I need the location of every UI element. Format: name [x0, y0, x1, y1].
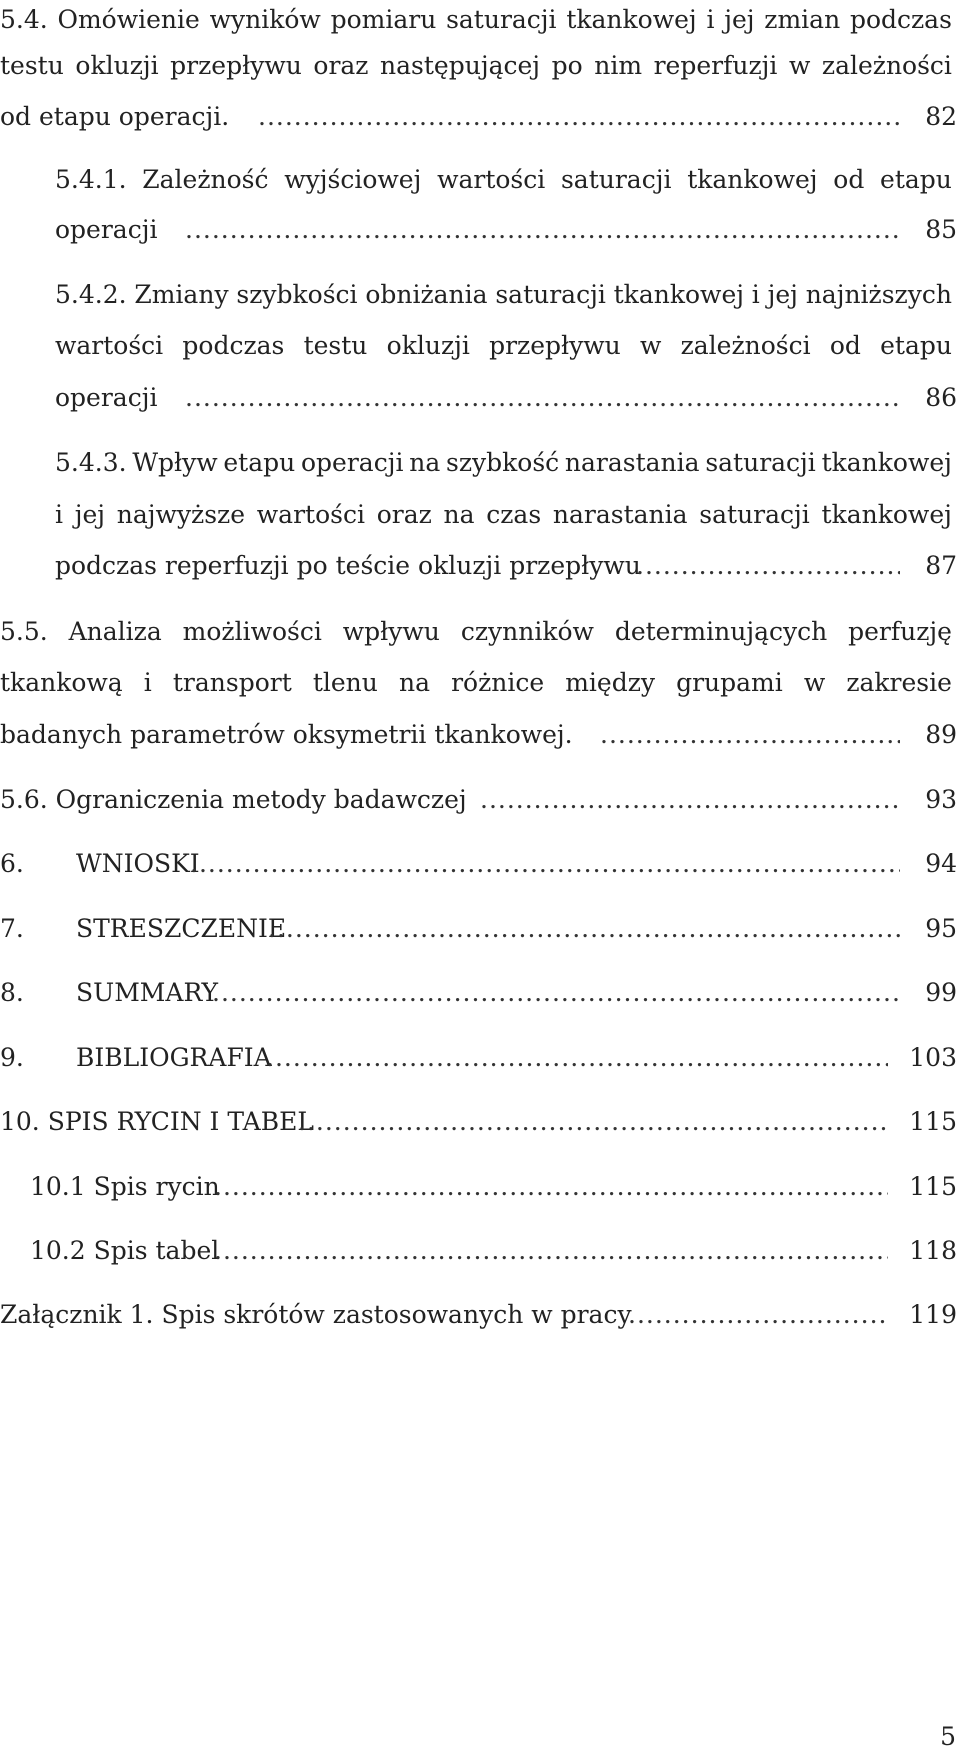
toc-word: przepływu: [489, 331, 621, 360]
toc-word: nim: [594, 51, 643, 80]
toc-entry-text: SUMMARY: [76, 978, 219, 1007]
toc-word: Wpływ: [132, 448, 218, 477]
toc-word: tkankowej: [687, 165, 818, 194]
toc-word: zależności: [821, 51, 952, 80]
toc-entry-5-6[interactable]: [0, 780, 960, 820]
toc-word: saturacji: [495, 280, 606, 309]
toc-word: możliwości: [182, 617, 322, 646]
dot-leader: [600, 715, 900, 755]
toc-entry-text: 10. SPIS RYCIN I TABEL: [0, 1107, 314, 1136]
toc-page-number: 115: [909, 1172, 957, 1201]
toc-word: i: [706, 5, 715, 34]
toc-word: w: [788, 51, 811, 80]
toc-word: zależności: [680, 331, 811, 360]
toc-page-number: 93: [925, 785, 957, 814]
toc-entry-chapter-8[interactable]: [0, 973, 960, 1013]
toc-entry-5-5-line-1: [0, 612, 952, 652]
toc-entry-text: Załącznik 1. Spis skrótów zastosowanych w pracy: [0, 1300, 632, 1329]
toc-word: 5.4.3.: [55, 448, 127, 477]
toc-word: reperfuzji: [653, 51, 778, 80]
toc-entry-5-4-2-line-1: [55, 275, 952, 315]
toc-word: oraz: [313, 51, 369, 80]
toc-word: jej: [74, 500, 106, 529]
toc-entry-5-4-line-1: [0, 0, 952, 40]
toc-word: Zmiany: [134, 280, 229, 309]
toc-word: okluzji: [386, 331, 470, 360]
toc-word: tkankowej: [821, 500, 952, 529]
toc-word: tkankowej: [566, 5, 697, 34]
toc-entry-annex-1[interactable]: [0, 1295, 960, 1335]
toc-entry-5-4-3-line-3[interactable]: [0, 546, 960, 586]
toc-word: między: [565, 668, 656, 697]
toc-word: transport: [172, 668, 292, 697]
toc-page-number: 85: [925, 215, 957, 244]
toc-entry-chapter-7[interactable]: [0, 909, 960, 949]
toc-word: etapu: [880, 331, 952, 360]
toc-word: zmian: [764, 5, 841, 34]
toc-page-number: 119: [909, 1300, 957, 1329]
toc-word: najwyższe: [116, 500, 246, 529]
toc-entry-text: STRESZCZENIE: [76, 914, 287, 943]
toc-word: okluzji: [75, 51, 159, 80]
toc-word: w: [803, 668, 826, 697]
toc-word: 5.4.1.: [55, 165, 127, 194]
toc-word: narastania: [552, 500, 688, 529]
toc-chapter-number: 6.: [0, 849, 24, 878]
toc-entry-text: 5.6. Ograniczenia metody badawczej: [0, 785, 467, 814]
toc-entry-text: badanych parametrów oksymetrii tkankowej.: [0, 720, 573, 749]
toc-entry-5-5-line-2: [0, 663, 952, 703]
toc-chapter-number: 8.: [0, 978, 24, 1007]
toc-page-number: 99: [925, 978, 957, 1007]
dot-leader: [185, 210, 900, 250]
toc-word: i: [143, 668, 152, 697]
toc-word: saturacji: [705, 448, 816, 477]
toc-word: testu: [303, 331, 368, 360]
toc-word: perfuzję: [848, 617, 952, 646]
dot-leader: [298, 1102, 888, 1142]
toc-entry-chapter-10[interactable]: [0, 1102, 960, 1142]
toc-word: 5.4.2.: [55, 280, 127, 309]
toc-page-number: 94: [925, 849, 957, 878]
toc-entry-text: podczas reperfuzji po teście okluzji przepływu: [55, 551, 641, 580]
toc-word: operacji: [301, 448, 404, 477]
toc-entry-chapter-6[interactable]: [0, 844, 960, 884]
toc-word: Omówienie: [57, 5, 200, 34]
toc-entry-5-4-line-3[interactable]: [0, 97, 960, 137]
toc-entry-5-5-line-3[interactable]: [0, 715, 960, 755]
toc-word: zakresie: [846, 668, 952, 697]
toc-page-number: 87: [925, 551, 957, 580]
toc-entry-text: 10.2 Spis tabel: [30, 1236, 220, 1265]
toc-page-number: 103: [909, 1043, 957, 1072]
toc-entry-text: od etapu operacji.: [0, 102, 230, 131]
toc-word: następującej: [380, 51, 541, 80]
toc-word: obniżania: [365, 280, 488, 309]
toc-word: testu: [0, 51, 64, 80]
toc-word: od: [829, 331, 861, 360]
toc-word: saturacji: [446, 5, 557, 34]
toc-word: podczas: [182, 331, 285, 360]
toc-page-number: 95: [925, 914, 957, 943]
toc-word: czas: [486, 500, 542, 529]
toc-entry-5-4-line-2: [0, 46, 952, 86]
toc-word: pomiaru: [330, 5, 437, 34]
toc-entry-chapter-9[interactable]: [0, 1038, 960, 1078]
toc-word: tlenu: [312, 668, 378, 697]
toc-word: grupami: [676, 668, 783, 697]
toc-word: 5.5.: [0, 617, 48, 646]
page-number: 5: [940, 1722, 956, 1751]
toc-page-number: 86: [925, 383, 957, 412]
toc-word: tkankowej: [821, 448, 952, 477]
toc-word: podczas: [849, 5, 952, 34]
dot-leader: [636, 546, 900, 586]
toc-word: na: [409, 448, 441, 477]
toc-word: 5.4.: [0, 5, 48, 34]
toc-word: wartości: [437, 165, 546, 194]
toc-word: saturacji: [560, 165, 672, 194]
toc-entry-text: operacji: [55, 215, 158, 244]
toc-word: jej: [724, 5, 755, 34]
toc-word: czynników: [460, 617, 594, 646]
toc-word: w: [639, 331, 662, 360]
toc-word: jej: [767, 280, 798, 309]
toc-word: saturacji: [699, 500, 810, 529]
dot-leader: [214, 1167, 888, 1207]
toc-word: wartości: [256, 500, 365, 529]
toc-word: i: [55, 500, 63, 529]
dot-leader: [214, 1231, 888, 1271]
toc-word: tkankowej: [613, 280, 744, 309]
toc-page-number: 118: [909, 1236, 957, 1265]
dot-leader: [190, 844, 900, 884]
dot-leader: [212, 973, 900, 1013]
toc-entry-5-4-3-line-1: [55, 443, 952, 483]
toc-page-number: 115: [909, 1107, 957, 1136]
toc-entry-text: operacji: [55, 383, 158, 412]
toc-word: Analiza: [68, 617, 162, 646]
toc-entry-10-2[interactable]: [0, 1231, 960, 1271]
toc-word: etapu: [880, 165, 952, 194]
toc-word: wyjściowej: [284, 165, 422, 194]
dot-leader: [185, 378, 900, 418]
toc-word: na: [398, 668, 430, 697]
toc-word: etapu: [223, 448, 296, 477]
toc-entry-5-4-2-line-3[interactable]: [0, 378, 960, 418]
toc-entry-text: WNIOSKI: [76, 849, 200, 878]
toc-word: narastania: [564, 448, 700, 477]
toc-word: szybkość: [445, 448, 560, 477]
toc-word: najniższych: [805, 280, 952, 309]
toc-entry-10-1[interactable]: [0, 1167, 960, 1207]
toc-entry-5-4-1-line-2[interactable]: [0, 210, 960, 250]
toc-entry-5-4-2-line-2: [55, 326, 952, 366]
dot-leader: [628, 1295, 888, 1335]
toc-word: przepływu: [170, 51, 302, 80]
toc-word: determinujących: [614, 617, 828, 646]
toc-word: po: [551, 51, 583, 80]
toc-word: oraz: [376, 500, 432, 529]
toc-word: tkankową: [0, 668, 123, 697]
toc-word: i: [751, 280, 760, 309]
toc-word: różnice: [451, 668, 545, 697]
dot-leader: [266, 1038, 888, 1078]
toc-page-number: 82: [925, 102, 957, 131]
toc-entry-text: 10.1 Spis rycin: [30, 1172, 220, 1201]
toc-entry-5-4-1-line-1: [55, 160, 952, 200]
toc-entry-text: BIBLIOGRAFIA: [76, 1043, 272, 1072]
toc-word: wyników: [209, 5, 321, 34]
dot-leader: [480, 780, 900, 820]
dot-leader: [268, 909, 900, 949]
toc-word: na: [443, 500, 475, 529]
dot-leader: [258, 97, 900, 137]
toc-word: Zależność: [142, 165, 269, 194]
toc-word: wartości: [55, 331, 164, 360]
toc-chapter-number: 7.: [0, 914, 24, 943]
toc-chapter-number: 9.: [0, 1043, 24, 1072]
toc-word: wpływu: [342, 617, 440, 646]
toc-entry-5-4-3-line-2: [55, 495, 952, 535]
toc-word: szybkości: [236, 280, 358, 309]
toc-page-number: 89: [925, 720, 957, 749]
toc-word: od: [833, 165, 865, 194]
